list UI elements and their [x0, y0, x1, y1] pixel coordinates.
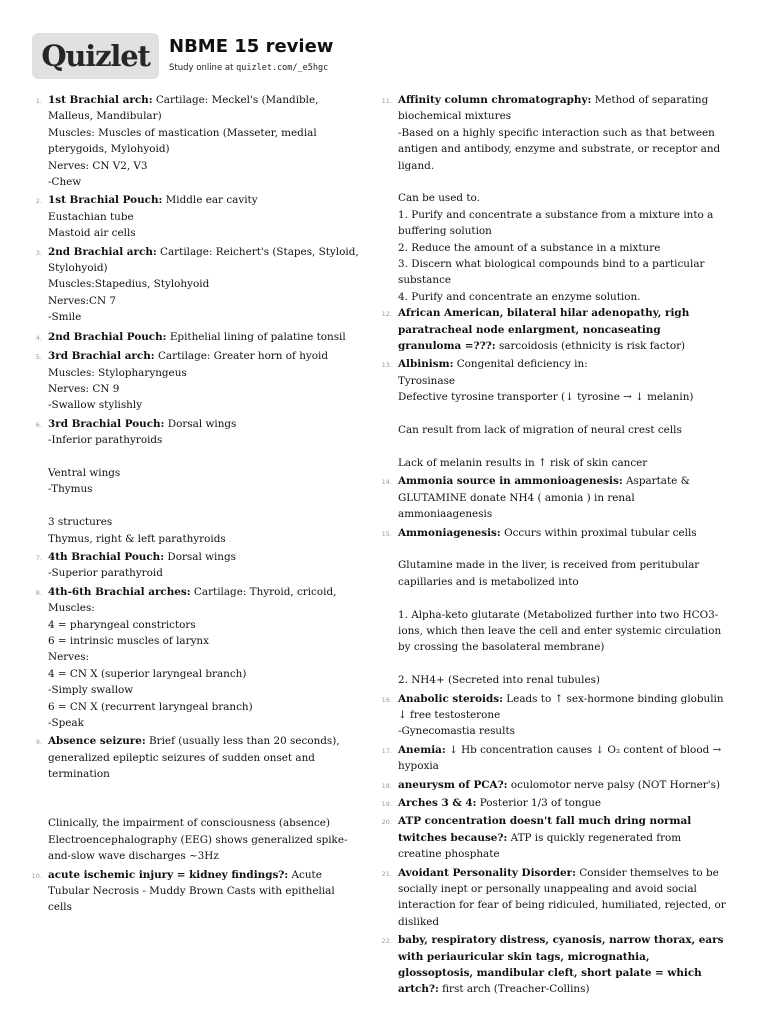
flashcard	[378, 691, 726, 740]
card-term: 4th-6th Brachial arches:	[48, 585, 191, 598]
card-number: 5.	[35, 353, 42, 362]
study-prefix: Study online at	[169, 63, 237, 73]
card-number: 11.	[381, 97, 392, 105]
card-definition-line: Can result from lack of migration of neural crest cells	[398, 424, 682, 437]
card-term: 2nd Brachial Pouch:	[48, 330, 167, 343]
card-definition-line: Nerves: CN 9	[48, 382, 120, 395]
card-term: Anemia:	[398, 743, 446, 756]
card-definition-line: Muscles:	[48, 602, 95, 615]
card-term: 4th Brachial Pouch:	[48, 550, 165, 563]
card-definition-line: 4 = pharyngeal constrictors	[48, 618, 196, 631]
left-column	[28, 92, 360, 916]
card-definition-line: 6 = CN X (recurrent laryngeal branch)	[48, 700, 253, 713]
card-definition-line: Can be used to.	[398, 192, 480, 205]
card-number: 16.	[381, 695, 392, 704]
card-definition-line: -Swallow stylishly	[48, 399, 143, 412]
card-definition-line: -Chew	[48, 176, 82, 189]
blank-line	[48, 498, 360, 514]
card-number: 20.	[381, 818, 392, 827]
flashcard	[28, 192, 360, 241]
card-term: Absence seizure:	[48, 735, 146, 748]
card-term: Avoidant Personality Disorder:	[398, 866, 576, 879]
card-definition: Leads to ↑ sex-hormone binding globulin	[506, 692, 724, 705]
card-definition-line: Electroencephalography (EEG) shows generalized spike-and-slow wave discharges ~3Hz	[48, 833, 348, 863]
card-definition-line: ↓ free testosterone	[398, 708, 501, 721]
card-term: 2nd Brachial arch:	[48, 245, 157, 258]
card-term: Albinism:	[398, 358, 454, 371]
card-number: 18.	[381, 781, 392, 790]
card-definition-line: -Based on a highly specific interaction such as that between antigen and antibody, enzyme and substrate, or receptor and ligand.	[398, 126, 724, 172]
card-definition-line: Tyrosinase	[398, 374, 456, 387]
card-definition-line: Clinically, the impairment of consciousness (absence)	[48, 817, 331, 830]
flashcard	[28, 329, 360, 345]
flashcard	[28, 348, 360, 414]
blank-line	[48, 799, 360, 815]
card-term: 1st Brachial arch:	[48, 94, 153, 106]
flashcard	[28, 867, 360, 916]
card-number: 7.	[35, 553, 42, 562]
page-title: NBME 15 review	[169, 36, 334, 57]
card-definition: Cartilage: Reichert's (Stapes, Styloid, Stylohyoid)	[48, 245, 359, 275]
card-definition: Cartilage: Thyroid, cricoid,	[193, 585, 337, 598]
card-definition: Cartilage: Meckel's (Mandible, Malleus, Mandibular)	[48, 94, 319, 123]
card-number: 22.	[381, 937, 392, 946]
card-term: 3rd Brachial arch:	[48, 350, 155, 363]
card-definition: Cartilage: Greater horn of hyoid	[157, 350, 328, 363]
card-term: Arches 3 & 4:	[398, 796, 477, 809]
flashcard	[28, 244, 360, 326]
card-number: 17.	[381, 746, 392, 755]
card-term: baby, respiratory distress, cyanosis, narrow thorax, ears with periauricular skin tags, micrognathia, glossoptosis, mandibular cleft, short palate = which artch?:	[398, 934, 724, 996]
card-definition: Occurs within proximal tubular cells	[504, 526, 697, 539]
card-number: 1.	[35, 97, 42, 105]
flashcard	[378, 92, 726, 305]
card-number: 19.	[381, 799, 392, 808]
card-number: 12.	[381, 310, 392, 319]
card-definition-line: -Inferior parathyroids	[48, 434, 163, 447]
card-definition-line: Ventral wings	[48, 466, 121, 479]
card-definition-line: 2. Reduce the amount of a substance in a mixture	[398, 241, 661, 254]
card-number: 13.	[381, 361, 392, 370]
card-term: Anabolic steroids:	[398, 692, 503, 705]
card-definition: Posterior 1/3 of tongue	[479, 796, 602, 809]
card-number: 14.	[381, 478, 392, 487]
card-definition: Method of separating biochemical mixtures	[398, 94, 709, 123]
card-definition-line: Nerves: CN V2, V3	[48, 159, 148, 172]
card-definition-line: Mastoid air cells	[48, 227, 136, 240]
study-url: quizlet.com/_e5hgc	[236, 63, 329, 73]
card-definition: Dorsal wings	[167, 550, 236, 563]
blank-line	[398, 174, 726, 190]
card-definition-line: -Thymus	[48, 483, 93, 496]
card-definition-line: Nerves:	[48, 651, 90, 664]
blank-line	[48, 783, 360, 799]
card-definition-line: 3 structures	[48, 516, 113, 529]
card-term: aneurysm of PCA?:	[398, 778, 508, 791]
card-definition: Aspartate & GLUTAMINE donate NH4 ( amonia ) in renal ammoniaagenesis	[398, 475, 690, 521]
card-number: 9.	[35, 738, 42, 747]
card-definition-line: -Simply swallow	[48, 684, 134, 697]
card-term: Affinity column chromatography:	[398, 94, 592, 106]
card-definition-line: 1. Purify and concentrate a substance from a mixture into a buffering solution	[398, 208, 717, 238]
flashcard	[378, 525, 726, 689]
card-definition-line: -Smile	[48, 311, 82, 324]
card-definition: ATP is quickly regenerated from creatine phosphate	[398, 831, 682, 861]
flashcard	[378, 742, 726, 775]
flashcard	[28, 584, 360, 732]
card-term: 1st Brachial Pouch:	[48, 194, 163, 207]
card-term: Ammoniagenesis:	[398, 526, 501, 539]
card-term: ATP concentration doesn't fall much dring normal twitches because?:	[398, 815, 692, 844]
flashcard	[378, 305, 726, 354]
flashcard	[378, 473, 726, 522]
card-definition-line: Nerves:CN 7	[48, 294, 117, 307]
card-term: African American, bilateral hilar adenopathy, righ paratracheal node enlargment, noncaseating granuloma =???:	[398, 307, 690, 353]
card-definition: Middle ear cavity	[165, 194, 258, 207]
card-number: 4.	[35, 333, 42, 342]
card-number: 3.	[35, 248, 42, 257]
study-online-line	[169, 63, 328, 73]
card-definition: oculomotor nerve palsy (NOT Horner's)	[510, 778, 721, 791]
card-number: 10.	[31, 871, 42, 880]
flashcard	[378, 356, 726, 471]
flashcard	[28, 416, 360, 547]
card-definition-line: -Speak	[48, 717, 84, 729]
flashcard	[28, 92, 360, 190]
flashcard	[378, 932, 726, 998]
card-definition: Epithelial lining of palatine tonsil	[169, 330, 346, 343]
header	[32, 33, 732, 79]
card-definition: Congenital deficiency in:	[456, 358, 588, 371]
card-definition-line: Eustachian tube	[48, 210, 134, 223]
card-definition-line: 3. Discern what biological compounds bind to a particular substance	[398, 258, 708, 287]
card-number: 21.	[381, 869, 392, 878]
flashcard	[28, 549, 360, 582]
card-definition: sarcoidosis (ethnicity is risk factor)	[498, 340, 686, 353]
card-number: 2.	[35, 197, 42, 206]
card-definition: ↓ Hb concentration causes ↓ O₂ content of blood → hypoxia	[398, 743, 722, 773]
card-definition-line: -Superior parathyroid	[48, 567, 163, 580]
flashcard	[378, 865, 726, 931]
card-definition-line: 2. NH4+ (Secreted into renal tubules)	[398, 674, 600, 687]
card-definition-line: -Gynecomastia results	[398, 725, 515, 738]
right-column	[378, 92, 726, 998]
flashcard	[378, 813, 726, 862]
card-term: Ammonia source in ammonioagenesis:	[398, 475, 623, 488]
card-definition: Dorsal wings	[167, 417, 237, 430]
card-definition-line: Muscles: Muscles of mastication (Masseter, medial pterygoids, Mylohyoid)	[48, 126, 320, 156]
card-definition: Acute Tubular Necrosis - Muddy Brown Casts with epithelial cells	[48, 868, 335, 914]
card-number: 15.	[381, 529, 392, 538]
card-definition-line: Glutamine made in the liver, is received from peritubular capillaries and is metabolized into	[398, 559, 703, 588]
blank-line	[398, 590, 726, 606]
flashcard	[28, 733, 360, 864]
card-definition-line: 4. Purify and concentrate an enzyme solution.	[398, 290, 641, 303]
blank-line	[398, 656, 726, 672]
logo-text: Quizlet	[41, 38, 150, 73]
blank-line	[398, 406, 726, 422]
card-definition-line: Defective tyrosine transporter (↓ tyrosine → ↓ melanin)	[398, 391, 694, 404]
blank-line	[398, 541, 726, 557]
blank-line	[48, 449, 360, 465]
card-definition-line: 1. Alpha-keto glutarate (Metabolized further into two HCO3-ions, which then leave the cell and enter systemic circulation by crossing the basolateral membrane)	[398, 608, 725, 654]
card-definition-line: 4 = CN X (superior laryngeal branch)	[48, 667, 247, 680]
card-number: 6.	[35, 420, 42, 429]
flashcard	[378, 795, 726, 811]
card-definition: Consider themselves to be socially inept or personally unappealing and avoid social interaction for fear of being ridiculed, humiliated, rejected, or disliked	[398, 866, 726, 928]
card-definition-line: Lack of melanin results in ↑ risk of skin cancer	[398, 456, 648, 469]
card-number: 8.	[35, 588, 42, 597]
card-definition-line: Thymus, right & left parathyroids	[48, 532, 226, 545]
card-definition-line: Muscles: Stylopharyngeus	[48, 366, 187, 379]
flashcard	[378, 777, 726, 793]
card-definition-line: Muscles:Stapedius, Stylohyoid	[48, 278, 210, 291]
card-definition-line: 6 = intrinsic muscles of larynx	[48, 634, 209, 647]
card-term: 3rd Brachial Pouch:	[48, 417, 165, 430]
blank-line	[398, 439, 726, 455]
quizlet-logo	[32, 33, 159, 79]
card-term: acute ischemic injury = kidney findings?:	[48, 868, 289, 881]
card-definition: first arch (Treacher-Collins)	[442, 983, 590, 996]
card-definition: Brief (usually less than 20 seconds), generalized epileptic seizures of sudden onset and termination	[48, 735, 340, 781]
